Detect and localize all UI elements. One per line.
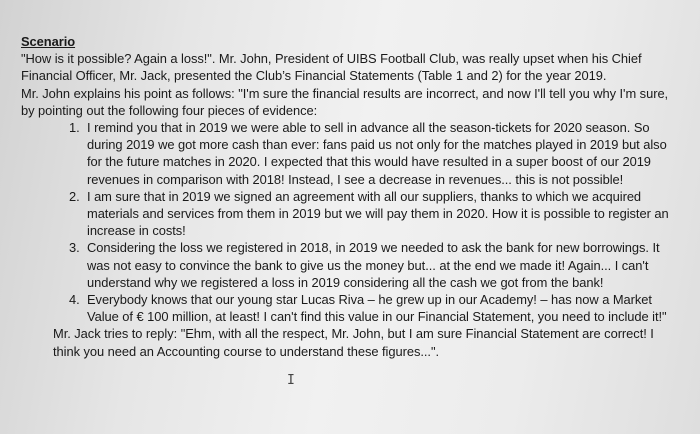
text-cursor-icon: I [287, 373, 295, 388]
evidence-item [69, 239, 670, 291]
evidence-item [69, 119, 670, 188]
evidence-item [69, 188, 670, 240]
evidence-number: 4. [69, 292, 80, 308]
evidence-text: I am sure that in 2019 we signed an agreement with all our suppliers, thanks to which we acquired materials and services from them in 2019 but we will pay them in 2020. How it is possible to register an increase in costs! [87, 188, 669, 239]
evidence-number: 3. [69, 240, 80, 256]
evidence-text: I remind you that in 2019 we were able to sell in advance all the season-tickets for 2020 season. So during 2019 we got more cash than ever: fans paid us not only for the matches played in 2019 but also for the future matches in 2020. I expected that this would have resulted in a super boost of our 2019 revenues in comparison with 2018! Instead, I see a decrease in revenues... this is not possible! [87, 120, 667, 187]
evidence-item [69, 291, 670, 325]
evidence-list [21, 119, 670, 325]
closing-paragraph: Mr. Jack tries to reply: "Ehm, with all the respect, Mr. John, but I am sure Financial Statement are correct! I think you need an Accounting course to understand these figures...". [53, 326, 654, 359]
intro-paragraph: "How is it possible? Again a loss!". Mr. John, President of UIBS Football Club, was really upset when his Chief Financial Officer, Mr. Jack, presented the Club’s Financial Statements (Table 1 and 2) for the year 2019. [21, 51, 642, 84]
evidence-number: 2. [69, 188, 80, 204]
explanation-paragraph: Mr. John explains his point as follows: "I'm sure the financial results are incorrect, and now I'll tell you why I'm sure, by pointing out the following four pieces of evidence: [21, 85, 669, 118]
evidence-text: Everybody knows that our young star Lucas Riva – he grew up in our Academy! – has now a Market Value of € 100 million, at least! I can't find this value in our Financial Statement, you need to include it!" [87, 292, 667, 325]
evidence-text: Considering the loss we registered in 2018, in 2019 we needed to ask the bank for new borrowings. It was not easy to convince the bank to give us the money but... at the end we made it! Again... I can't understand why we registered a loss in 2019 considering all the cash we got from the bank! [87, 240, 660, 290]
evidence-number: 1. [69, 120, 80, 136]
scenario-heading: Scenario [21, 34, 76, 49]
